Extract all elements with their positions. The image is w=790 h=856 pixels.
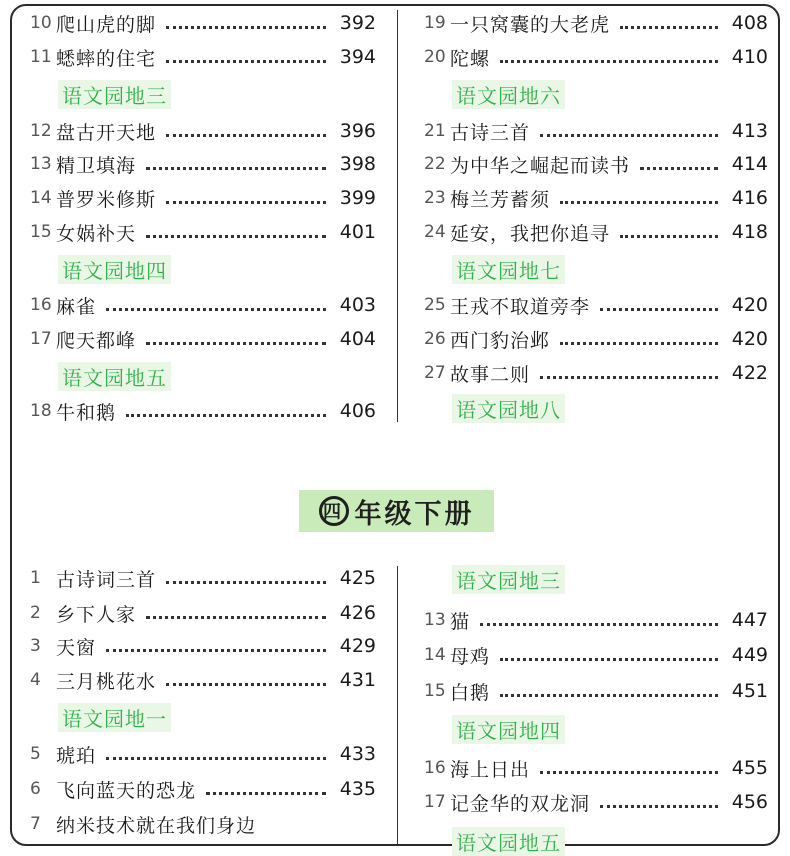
section-heading: 语文园地八 (452, 394, 565, 423)
page-number: 413 (731, 120, 768, 142)
lesson-title: 母鸡 (450, 645, 491, 668)
lesson-title: 为中华之崛起而读书 (450, 154, 631, 177)
lesson-title: 麻雀 (56, 295, 97, 318)
toc-entry[interactable] (424, 753, 768, 783)
toc-entry[interactable] (30, 598, 376, 628)
lesson-number: 21 (424, 121, 446, 141)
section-heading: 语文园地三 (452, 565, 565, 594)
toc-entry[interactable] (30, 183, 376, 213)
dot-leader (500, 694, 718, 697)
dot-leader (146, 616, 326, 619)
toc-column-top-right (424, 8, 768, 428)
section-heading: 语文园地五 (58, 362, 171, 391)
lesson-title: 纳米技术就在我们身边 (56, 814, 257, 837)
lesson-number: 24 (424, 222, 446, 242)
page-number: 410 (731, 46, 768, 68)
dot-leader (600, 308, 718, 311)
toc-entry[interactable] (30, 324, 376, 354)
dot-leader (500, 60, 718, 63)
toc-entry[interactable] (30, 217, 376, 247)
dot-leader (106, 757, 326, 760)
lesson-number: 6 (30, 779, 41, 799)
page-number: 435 (339, 778, 376, 800)
toc-entry[interactable] (424, 605, 768, 635)
page-number: 429 (339, 635, 376, 657)
lesson-title: 乡下人家 (56, 603, 137, 626)
toc-entry[interactable] (424, 787, 768, 817)
lesson-title: 精卫填海 (56, 154, 137, 177)
toc-column-top-left (30, 8, 376, 428)
page-number: 433 (339, 743, 376, 765)
toc-entry[interactable] (30, 149, 376, 179)
page-number: 394 (339, 46, 376, 68)
dot-leader (166, 201, 326, 204)
grade-banner (299, 490, 494, 532)
lesson-number: 13 (424, 610, 446, 630)
lesson-title: 爬天都峰 (56, 329, 137, 352)
lesson-number: 17 (424, 792, 446, 812)
toc-entry[interactable] (30, 739, 376, 769)
dot-leader (540, 771, 718, 774)
dot-leader (166, 683, 326, 686)
page-number: 403 (339, 294, 376, 316)
grade-number-circle: 四 (319, 496, 349, 526)
lesson-number: 5 (30, 744, 41, 764)
lesson-number: 15 (424, 681, 446, 701)
lesson-title: 古诗词三首 (56, 568, 157, 591)
section-heading: 语文园地一 (58, 703, 171, 732)
section-heading: 语文园地四 (58, 255, 171, 284)
dot-leader (620, 235, 718, 238)
lesson-number: 22 (424, 154, 446, 174)
lesson-number: 4 (30, 670, 41, 690)
page-number: 420 (731, 328, 768, 350)
lesson-number: 19 (424, 13, 446, 33)
toc-entry[interactable] (30, 290, 376, 320)
page-number: 399 (339, 187, 376, 209)
lesson-number: 16 (424, 758, 446, 778)
toc-entry[interactable] (424, 290, 768, 320)
page-number: 396 (339, 120, 376, 142)
page-number: 418 (731, 221, 768, 243)
lesson-number: 3 (30, 636, 41, 656)
dot-leader (126, 414, 326, 417)
lesson-title: 猫 (450, 610, 471, 633)
page-number: 408 (731, 12, 768, 34)
toc-entry[interactable] (424, 8, 768, 38)
page-number: 420 (731, 294, 768, 316)
lesson-number: 1 (30, 568, 41, 588)
dot-leader (206, 792, 326, 795)
lesson-title: 故事二则 (450, 363, 531, 386)
lesson-number: 13 (30, 154, 52, 174)
lesson-number: 14 (30, 188, 52, 208)
page-number: 451 (731, 680, 768, 702)
dot-leader (480, 623, 718, 626)
lesson-title: 记金华的双龙洞 (450, 792, 591, 815)
lesson-number: 23 (424, 188, 446, 208)
lesson-title: 陀螺 (450, 47, 491, 70)
page-number: 426 (339, 602, 376, 624)
toc-entry[interactable] (30, 563, 376, 593)
dot-leader (166, 60, 326, 63)
lesson-number: 26 (424, 329, 446, 349)
lesson-title: 海上日出 (450, 758, 531, 781)
lesson-title: 女娲补天 (56, 222, 137, 245)
page-number: 398 (339, 153, 376, 175)
lesson-number: 17 (30, 329, 52, 349)
lesson-title: 普罗米修斯 (56, 188, 157, 211)
page-number: 406 (339, 400, 376, 422)
lesson-title: 白鹅 (450, 681, 491, 704)
toc-entry[interactable] (424, 116, 768, 146)
toc-entry[interactable] (30, 809, 376, 839)
section-heading: 语文园地六 (452, 80, 565, 109)
toc-entry[interactable] (424, 358, 768, 388)
dot-leader (146, 167, 326, 170)
lesson-title: 古诗三首 (450, 121, 531, 144)
lesson-number: 27 (424, 363, 446, 383)
dot-leader (166, 581, 326, 584)
dot-leader (540, 134, 718, 137)
toc-entry[interactable] (30, 774, 376, 804)
toc-entry[interactable] (424, 676, 768, 706)
lesson-number: 14 (424, 645, 446, 665)
page-number: 431 (339, 669, 376, 691)
page-number: 449 (731, 644, 768, 666)
lesson-title: 三月桃花水 (56, 670, 157, 693)
section-heading: 语文园地五 (452, 827, 565, 856)
toc-entry[interactable] (424, 640, 768, 670)
dot-leader (640, 167, 718, 170)
lesson-number: 10 (30, 13, 52, 33)
column-divider-top (397, 10, 398, 422)
dot-leader (540, 376, 718, 379)
dot-leader (146, 235, 326, 238)
page-number: 404 (339, 328, 376, 350)
lesson-number: 11 (30, 47, 52, 67)
dot-leader (620, 26, 718, 29)
lesson-title: 王戎不取道旁李 (450, 295, 591, 318)
lesson-number: 20 (424, 47, 446, 67)
lesson-title: 爬山虎的脚 (56, 13, 157, 36)
lesson-number: 15 (30, 222, 52, 242)
toc-column-bottom-left (30, 563, 376, 843)
lesson-title: 蟋蟀的住宅 (56, 47, 157, 70)
page-number: 455 (731, 757, 768, 779)
dot-leader (166, 134, 326, 137)
lesson-title: 梅兰芳蓄须 (450, 188, 551, 211)
dot-leader (106, 308, 326, 311)
lesson-title: 飞向蓝天的恐龙 (56, 779, 197, 802)
lesson-title: 天窗 (56, 636, 97, 659)
dot-leader (166, 26, 326, 29)
section-heading: 语文园地七 (452, 255, 565, 284)
page-number: 392 (339, 12, 376, 34)
column-divider-bottom (397, 566, 398, 844)
lesson-number: 16 (30, 295, 52, 315)
page-number: 416 (731, 187, 768, 209)
section-heading: 语文园地四 (452, 715, 565, 744)
dot-leader (560, 342, 718, 345)
dot-leader (600, 805, 718, 808)
lesson-number: 25 (424, 295, 446, 315)
toc-entry[interactable] (30, 396, 376, 426)
page-number: 401 (339, 221, 376, 243)
toc-entry[interactable] (424, 217, 768, 247)
lesson-title: 琥珀 (56, 744, 97, 767)
lesson-number: 18 (30, 401, 52, 421)
lesson-title: 牛和鹅 (56, 401, 117, 424)
lesson-title: 盘古开天地 (56, 121, 157, 144)
toc-entry[interactable] (424, 42, 768, 72)
toc-entry[interactable] (30, 8, 376, 38)
page-number: 422 (731, 362, 768, 384)
lesson-title: 西门豹治邺 (450, 329, 551, 352)
page-number: 414 (731, 153, 768, 175)
page-number: 447 (731, 609, 768, 631)
dot-leader (106, 649, 326, 652)
dot-leader (500, 658, 718, 661)
page-number: 456 (731, 791, 768, 813)
dot-leader (146, 342, 326, 345)
toc-entry[interactable] (30, 116, 376, 146)
dot-leader (560, 201, 718, 204)
toc-entry[interactable] (30, 42, 376, 72)
lesson-title: 一只窝囊的大老虎 (450, 13, 611, 36)
toc-entry[interactable] (30, 665, 376, 695)
toc-entry[interactable] (424, 149, 768, 179)
lesson-title: 延安，我把你追寻 (450, 222, 611, 245)
toc-entry[interactable] (30, 631, 376, 661)
lesson-number: 7 (30, 814, 41, 834)
lesson-number: 12 (30, 121, 52, 141)
grade-banner-text: 年级下册 (354, 498, 475, 530)
toc-column-bottom-right (424, 563, 768, 855)
page-number: 425 (339, 567, 376, 589)
section-heading: 语文园地三 (58, 80, 171, 109)
lesson-number: 2 (30, 603, 41, 623)
toc-entry[interactable] (424, 324, 768, 354)
toc-entry[interactable] (424, 183, 768, 213)
